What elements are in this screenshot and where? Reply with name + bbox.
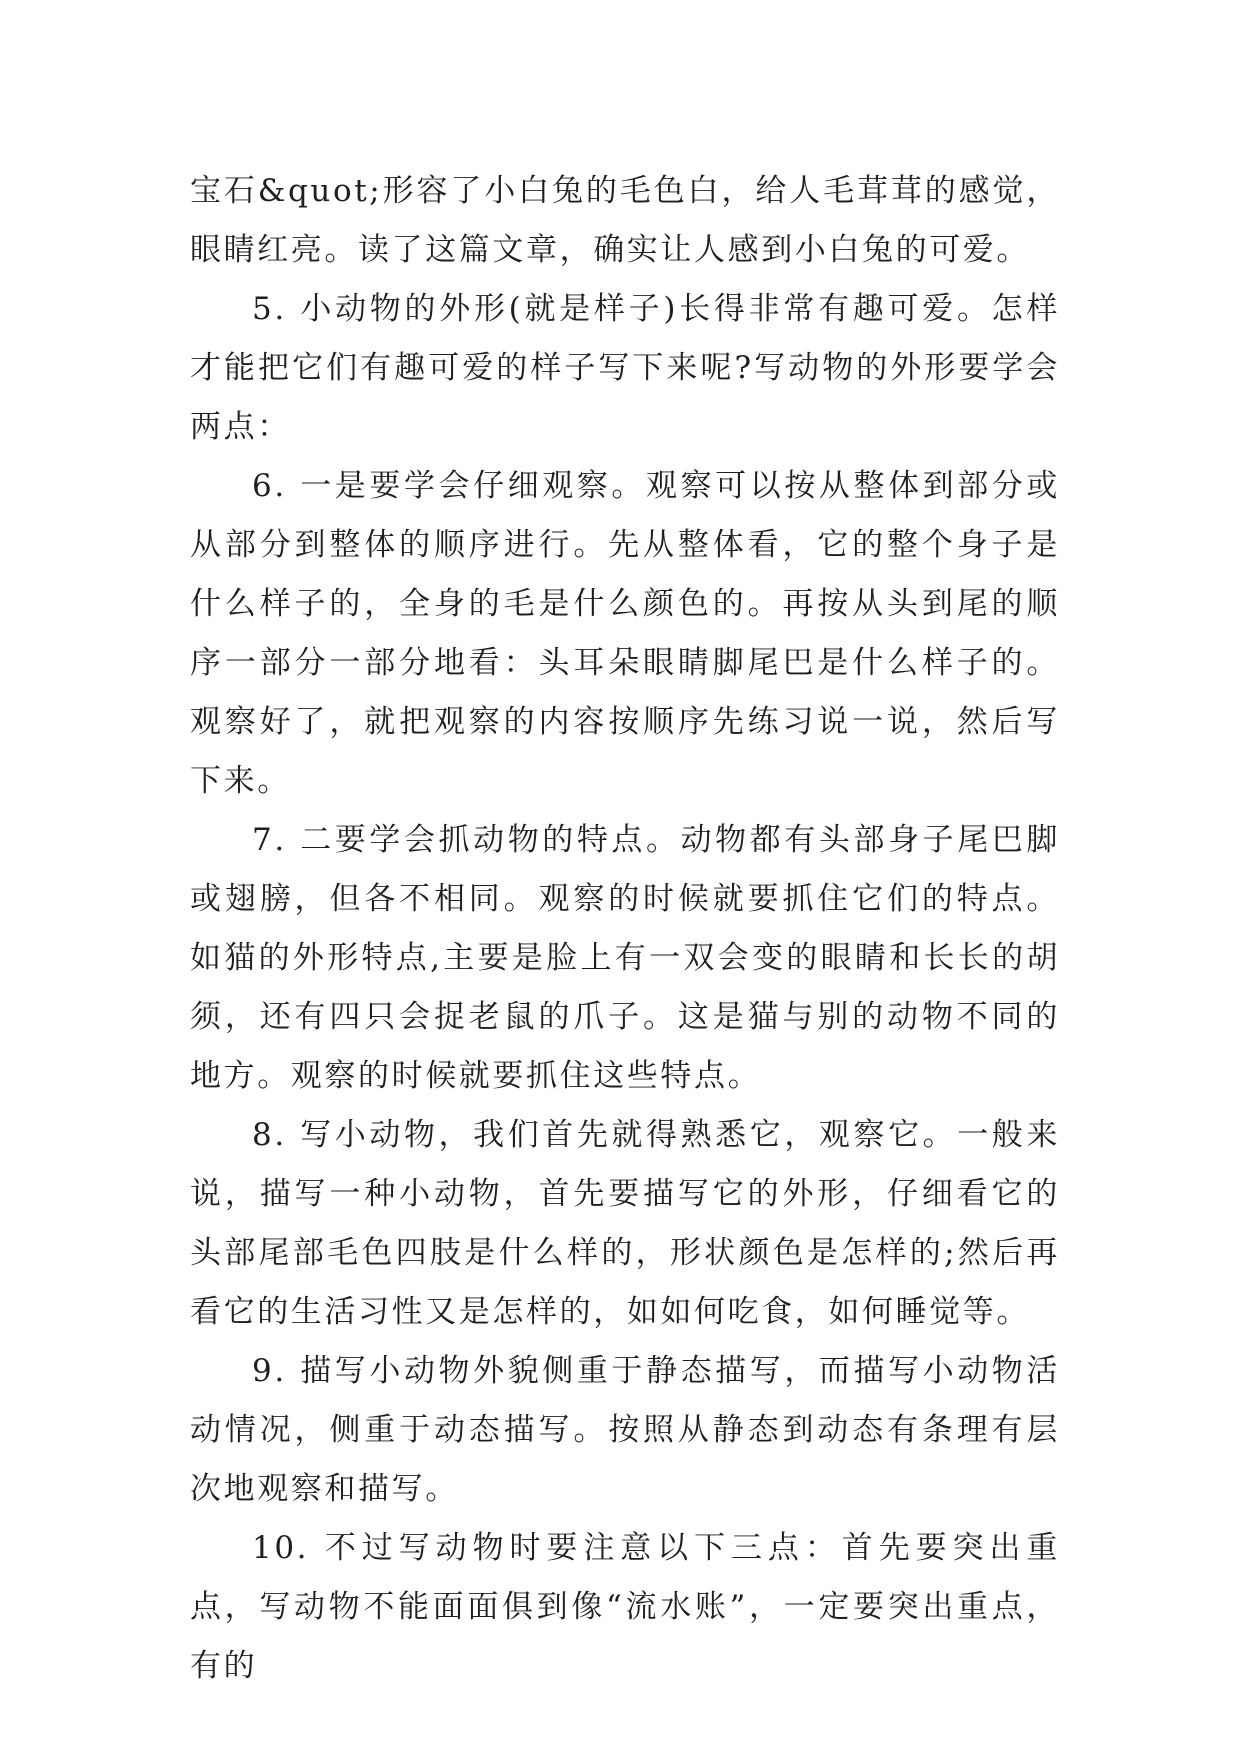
- paragraph-continuation: 宝石&quot;形容了小白兔的毛色白，给人毛茸茸的感觉，眼睛红亮。读了这篇文章，确实让人感到小白兔的可爱。: [190, 173, 1060, 268]
- paragraph-10: 10. 不过写动物时要注意以下三点：首先要突出重点，写动物不能面面俱到像“流水账”，一定要突出重点，有的: [190, 1530, 1060, 1684]
- paragraph-7: 7. 二要学会抓动物的特点。动物都有头部身子尾巴脚或翅膀，但各不相同。观察的时候就要抓住它们的特点。如猫的外形特点,主要是脸上有一双会变的眼睛和长长的胡须，还有四只会捉老鼠的爪子。这是猫与别的动物不同的地方。观察的时候就要抓住这些特点。: [190, 822, 1060, 1094]
- paragraph-9: 9. 描写小动物外貌侧重于静态描写，而描写小动物活动情况，侧重于动态描写。按照从静态到动态有条理有层次地观察和描写。: [190, 1353, 1060, 1507]
- paragraph-5: 5. 小动物的外形(就是样子)长得非常有趣可爱。怎样才能把它们有趣可爱的样子写下来呢?写动物的外形要学会两点：: [190, 291, 1060, 445]
- paragraph-8: 8. 写小动物，我们首先就得熟悉它，观察它。一般来说，描写一种小动物，首先要描写它的外形，仔细看它的头部尾部毛色四肢是什么样的，形状颜色是怎样的;然后再看它的生活习性又是怎样的，如如何吃食，如何睡觉等。: [190, 1117, 1060, 1330]
- paragraph-6: 6. 一是要学会仔细观察。观察可以按从整体到部分或从部分到整体的顺序进行。先从整体看，它的整个身子是什么样子的，全身的毛是什么颜色的。再按从头到尾的顺序一部分一部分地看：头耳朵眼睛脚尾巴是什么样子的。观察好了，就把观察的内容按顺序先练习说一说，然后写下来。: [190, 468, 1060, 799]
- document-body: [190, 162, 1060, 1696]
